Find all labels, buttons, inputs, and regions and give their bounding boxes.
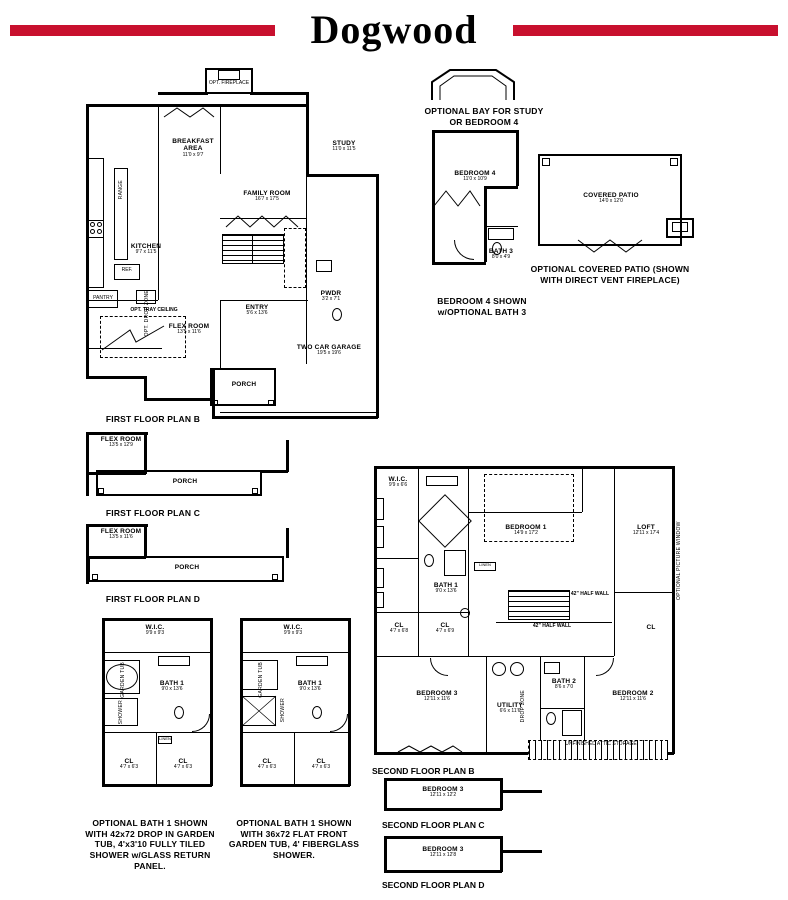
wall [144, 376, 147, 400]
caption-bath-opt-right: OPTIONAL BATH 1 SHOWN WITH 36x72 FLAT FRONT GARDEN TUB, 4' FIBERGLASS SHOWER. [228, 818, 360, 860]
wall [348, 618, 351, 786]
patio-step-symbol [578, 238, 644, 254]
garage-door [220, 412, 378, 413]
garden-tub-label: GARDEN TUB [258, 662, 264, 698]
wall [240, 618, 350, 621]
wall [220, 300, 308, 301]
wall [418, 466, 419, 626]
wall [86, 432, 89, 496]
drop-zone-label: DROP ZONE [520, 690, 526, 723]
wall [540, 708, 584, 709]
drop-zone-label: OPT. DROP ZONE [144, 290, 150, 337]
caption-first-floor-c: FIRST FLOOR PLAN C [105, 508, 201, 518]
caption-second-floor-b: SECOND FLOOR PLAN B [372, 766, 475, 776]
patio-column [670, 158, 678, 166]
range-label: RANGE [118, 180, 124, 200]
wall [486, 656, 487, 752]
door-swing [454, 240, 474, 260]
toilet [424, 554, 434, 567]
page-title: Dogwood [310, 7, 478, 52]
burner [97, 222, 102, 227]
wall [374, 558, 418, 559]
half-wall-label-1: 42" HALF WALL [570, 591, 610, 597]
room-utility: UTILITY 6'6 x 11'6 [497, 702, 523, 715]
sink [316, 260, 332, 272]
shower-diagonals [242, 696, 276, 726]
wall [220, 300, 221, 370]
tub [562, 710, 582, 736]
wall [306, 174, 378, 177]
closet-shelf [376, 526, 384, 548]
title-banner [0, 7, 788, 52]
room-breakfast-area: BREAKFAST AREA 11'0 x 9'7 [172, 138, 214, 158]
opt-tray-ceiling-label: OPT. TRAY CEILING [130, 307, 178, 313]
washer [492, 662, 506, 676]
wall [672, 466, 675, 754]
wall [86, 376, 146, 379]
burner [90, 229, 95, 234]
toilet [332, 308, 342, 321]
wall [516, 130, 519, 186]
family-room-window-symbol [226, 214, 302, 228]
room-cl-3: CL [646, 624, 656, 631]
room-wic-right: W.I.C. 9'9 x 9'3 [283, 624, 303, 637]
fireplace-hearth [218, 70, 240, 80]
door-swing [330, 714, 348, 732]
room-bedroom-3: BEDROOM 3 12'11 x 11'6 [416, 690, 458, 703]
room-family-room: FAMILY ROOM 16'7 x 17'5 [243, 190, 291, 203]
wall [384, 836, 387, 872]
room-entry: ENTRY 5'6 x 13'6 [245, 304, 269, 317]
room-cl-left-2: CL 4'7 x 6'3 [173, 758, 193, 771]
wall [418, 612, 419, 656]
shower-label: SHOWER [118, 700, 124, 725]
first-floor-plan-b [80, 68, 390, 428]
wall [286, 528, 289, 558]
stair-rail [252, 234, 253, 264]
burner [90, 222, 95, 227]
covered-patio-plan [534, 150, 694, 260]
wall [286, 440, 289, 472]
wall [240, 784, 350, 787]
linen-label: LINEN [159, 736, 171, 741]
porch-column [92, 574, 98, 580]
room-flex: FLEX ROOM 13'5 x 11'6 [168, 323, 210, 336]
door-swing [192, 714, 210, 732]
pantry-label: PANTRY [93, 295, 113, 301]
bath3-vanity [488, 228, 514, 240]
garden-tub-label: GARDEN TUB [120, 662, 126, 698]
room-bedroom-3-d: BEDROOM 3 12'11 x 12'8 [422, 846, 464, 859]
wall [212, 416, 378, 419]
wall [500, 778, 503, 810]
wall [306, 92, 309, 176]
room-loft: LOFT 12'11 x 17'4 [632, 524, 660, 537]
room-cl-right-1: CL 4'7 x 6'3 [257, 758, 277, 771]
porch-column [252, 488, 258, 494]
wall [384, 778, 387, 810]
porch-column [268, 400, 274, 406]
caption-second-floor-d: SECOND FLOOR PLAN D [382, 880, 485, 890]
toilet [492, 242, 502, 255]
room-study: STUDY 11'0 x 11'5 [332, 140, 356, 153]
attic-label: UNFINISHED ATTIC STORAGE [565, 741, 637, 747]
wall [158, 92, 208, 95]
closet-shelf [376, 568, 384, 588]
vanity [426, 476, 458, 486]
caption-first-floor-b: FIRST FLOOR PLAN B [105, 414, 201, 424]
porch-column [272, 574, 278, 580]
wall [102, 784, 212, 787]
wall [144, 398, 214, 401]
room-bath-2: BATH 2 8'6 x 7'0 [551, 678, 577, 691]
wall [102, 618, 212, 621]
wall [584, 656, 585, 752]
wall [614, 466, 615, 656]
room-covered-patio: COVERED PATIO 14'0 x 12'0 [583, 192, 639, 205]
flex-room-arrow [100, 324, 170, 354]
porch-column [212, 400, 218, 406]
refrigerator-label: REF. [121, 267, 133, 273]
second-floor-plan-b [368, 462, 688, 762]
wall [260, 470, 288, 473]
second-floor-plan-c [380, 778, 600, 818]
wall [210, 618, 213, 786]
wall [294, 732, 295, 784]
optional-picture-window-label: OPTIONAL PICTURE WINDOW [676, 521, 682, 600]
room-wic-left: W.I.C. 9'9 x 9'3 [145, 624, 165, 637]
wall [484, 226, 518, 227]
toilet [312, 706, 322, 719]
room-wic: W.I.C. 9'9 x 6'6 [388, 476, 408, 489]
shower-label: SHOWER [280, 698, 286, 723]
room-porch-c: PORCH [172, 478, 198, 485]
wall [432, 130, 518, 133]
room-bedroom-3-c: BEDROOM 3 12'11 x 12'2 [422, 786, 464, 799]
room-kitchen: KITCHEN 9'7 x 11'5 [130, 243, 162, 256]
wall [240, 652, 348, 653]
room-bedroom-2: BEDROOM 2 12'11 x 11'6 [612, 690, 654, 703]
room-bedroom-1: BEDROOM 1 14'9 x 17'2 [505, 524, 547, 537]
vanity [544, 662, 560, 674]
closet-shelf [376, 592, 384, 608]
fireplace-hearth [672, 222, 688, 232]
first-floor-plan-c [80, 432, 310, 504]
caption-first-floor-d: FIRST FLOOR PLAN D [105, 594, 201, 604]
wall [582, 466, 583, 512]
wall [376, 174, 379, 418]
wall [502, 790, 542, 793]
optional-bath-1-right [234, 618, 354, 798]
caption-bedroom4: BEDROOM 4 SHOWN w/OPTIONAL BATH 3 [437, 296, 527, 317]
linen-label: LINEN [479, 562, 491, 567]
wall [156, 732, 157, 784]
wall [432, 262, 486, 265]
wall [540, 656, 541, 752]
toilet [174, 706, 184, 719]
porch-column [98, 488, 104, 494]
room-bath-1: BATH 1 9'0 x 13'6 [433, 582, 459, 595]
wall [500, 836, 503, 872]
bay-roof-outline [430, 68, 540, 102]
wall [250, 92, 306, 95]
wall [86, 432, 148, 435]
wall [384, 808, 502, 811]
wall [384, 778, 502, 781]
room-garage: TWO CAR GARAGE 19'5 x 19'6 [296, 344, 362, 357]
room-bath-1-right: BATH 1 9'0 x 13'6 [297, 680, 323, 693]
patio-column [542, 158, 550, 166]
tray-ceiling-outline [484, 474, 574, 542]
bedroom4-bath3-plan [428, 130, 538, 280]
staircase [222, 234, 284, 264]
room-cl-2: CL 4'7 x 6'9 [435, 622, 455, 635]
wall [384, 870, 502, 873]
room-porch-d: PORCH [174, 564, 200, 571]
vanity [158, 656, 190, 666]
half-wall-label-2: 42" HALF WALL [532, 623, 572, 629]
room-flex-d: FLEX ROOM 13'5 x 11'6 [100, 528, 142, 541]
room-cl-1: CL 4'7 x 6'8 [389, 622, 409, 635]
stair-under [284, 228, 306, 288]
garden-tub [418, 494, 472, 548]
optional-bay-diagram [430, 68, 540, 108]
wall [484, 186, 518, 189]
bedroom3-window-symbol [398, 744, 464, 754]
toilet [546, 712, 556, 725]
room-bath-1-left: BATH 1 9'0 x 13'6 [159, 680, 185, 693]
wall [374, 612, 470, 613]
wall [468, 466, 469, 656]
caption-covered-patio: OPTIONAL COVERED PATIO (SHOWN WITH DIRECT VENT FIREPLACE) [530, 264, 690, 285]
room-cl-left-1: CL 4'7 x 6'3 [119, 758, 139, 771]
first-floor-plan-d [80, 524, 310, 590]
room-bedroom-4: BEDROOM 4 11'0 x 10'9 [454, 170, 496, 183]
wall [374, 466, 674, 469]
wall [306, 174, 307, 364]
wall [102, 652, 210, 653]
wall [384, 836, 502, 839]
vanity [296, 656, 328, 666]
wall [86, 524, 148, 527]
room-pwdr: PWDR 3'2 x 7'1 [320, 290, 342, 303]
second-floor-plan-d [380, 836, 600, 880]
opt-fireplace-label: OPT. FIREPLACE [208, 80, 250, 86]
breakfast-window-symbol [164, 106, 216, 118]
wall [502, 850, 542, 853]
caption-second-floor-c: SECOND FLOOR PLAN C [382, 820, 485, 830]
room-porch: PORCH [231, 381, 257, 388]
wall [374, 656, 614, 657]
dryer [510, 662, 524, 676]
newel-post [460, 608, 470, 618]
wall [158, 104, 159, 300]
room-bath-3: BATH 3 8'0 x 4'9 [488, 248, 514, 261]
burner [97, 229, 102, 234]
closet-shelf [376, 498, 384, 520]
door-swing [430, 658, 448, 676]
room-flex-c: FLEX ROOM 13'5 x 12'9 [100, 436, 142, 449]
door-swing [596, 658, 614, 676]
caption-optional-bay: OPTIONAL BAY FOR STUDY OR BEDROOM 4 [424, 106, 544, 127]
bedroom4-window-symbol [434, 188, 482, 208]
optional-bath-1-left [96, 618, 216, 798]
shower [444, 550, 466, 576]
caption-bath-opt-left: OPTIONAL BATH 1 SHOWN WITH 42x72 DROP IN GARDEN TUB, 4'x3'10 FULLY TILED SHOWER w/GLASS RETURN PANEL. [85, 818, 215, 871]
room-cl-right-2: CL 4'7 x 6'3 [311, 758, 331, 771]
